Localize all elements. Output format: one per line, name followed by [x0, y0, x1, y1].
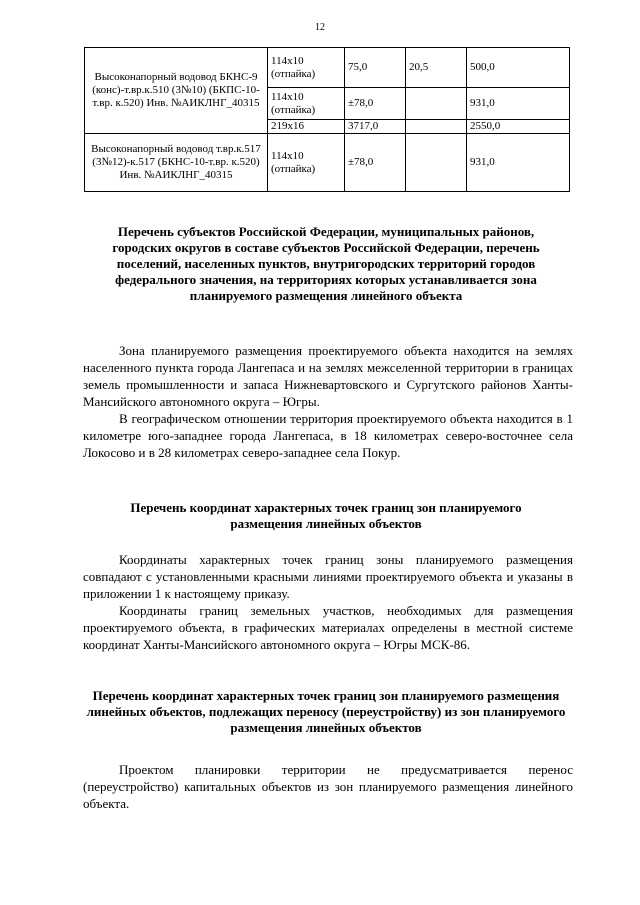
value-cell: 3717,0	[345, 120, 406, 134]
pipeline-name-cell: Высоконапорный водовод т.вр.к.517 (3№12)-к.517 (БКНС-10-т.вр. к.520) Инв. №АИКЛНГ_40315	[85, 134, 268, 192]
value-cell: 931,0	[467, 134, 570, 192]
value-cell: ±78,0	[345, 88, 406, 120]
dimension-cell: 114х10 (отпайка)	[268, 134, 345, 192]
dimension-cell: 219х16	[268, 120, 345, 134]
dimension-cell: 114х10 (отпайка)	[268, 48, 345, 88]
value-cell: 931,0	[467, 88, 570, 120]
value-cell: ±78,0	[345, 134, 406, 192]
section-body-relocation	[83, 761, 573, 812]
value-cell: 75,0	[345, 48, 406, 88]
paragraph: Проектом планировки территории не предусматривается перенос (переустройство) капитальных объектов из зон планируемого размещения линейного объекта.	[83, 762, 573, 811]
section-title-relocation: Перечень координат характерных точек границ зон планируемого размещения линейных объектов, подлежащих переносу (переустройству) из зон планируемого размещения линейных объектов	[86, 688, 566, 735]
table-row	[85, 134, 570, 192]
value-cell	[406, 134, 467, 192]
paragraph: В географическом отношении территория проектируемого объекта находится в 1 километре юго-западнее города Лангепаса, в 18 километрах северо-восточнее села Локосово и в 28 километрах северо-западнее села Покур.	[83, 411, 573, 460]
value-cell: 2550,0	[467, 120, 570, 134]
pipeline-table	[84, 47, 570, 192]
section-body-subjects	[83, 342, 573, 461]
table-row	[85, 48, 570, 88]
section-title-coordinates: Перечень координат характерных точек границ зон планируемого размещения линейных объектов	[130, 500, 522, 531]
paragraph: Координаты характерных точек границ зоны планируемого размещения совпадают с установленными красными линиями проектируемого объекта и указаны в приложении 1 к настоящему приказу.	[83, 552, 573, 601]
value-cell: 500,0	[467, 48, 570, 88]
paragraph: Зона планируемого размещения проектируемого объекта находится на землях населенного пункта города Лангепаса и на землях межселенной территории в границах земель промышленности и запаса Нижневартовского и Сургутского районов Ханты-Мансийского автономного округа – Югры.	[83, 343, 573, 409]
value-cell	[406, 88, 467, 120]
section-title-subjects: Перечень субъектов Российской Федерации, муниципальных районов, городских округов в составе субъектов Российской Федерации, перечень поселений, населенных пунктов, внутригородских территорий городов федерального значения, на территориях которых устанавливается зона планируемого размещения линейного объекта	[112, 224, 540, 303]
section-body-coordinates	[83, 551, 573, 653]
value-cell: 20,5	[406, 48, 467, 88]
dimension-cell: 114х10 (отпайка)	[268, 88, 345, 120]
pipeline-name-cell: Высоконапорный водовод БКНС-9 (конс)-т.вр.к.510 (3№10) (БКПС-10-т.вр. к.520) Инв. №АИКЛНГ_40315	[85, 48, 268, 134]
page-number: 12	[315, 22, 325, 33]
value-cell	[406, 120, 467, 134]
paragraph: Координаты границ земельных участков, необходимых для размещения проектируемого объекта, в графических материалах определены в местной системе координат Ханты-Мансийского автономного округа – Югры МСК-86.	[83, 603, 573, 652]
